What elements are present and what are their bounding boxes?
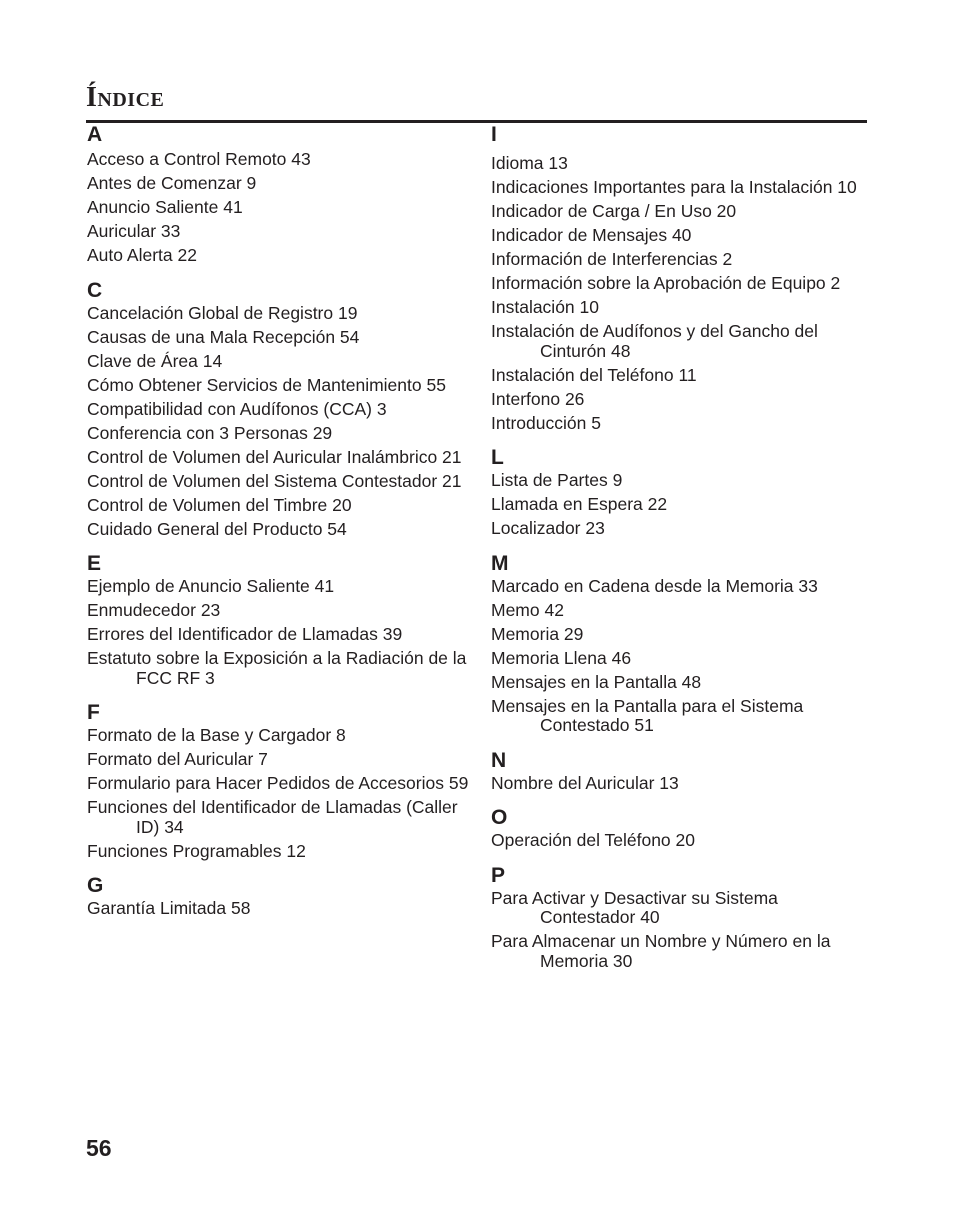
entry-list bbox=[87, 726, 472, 861]
index-column-left bbox=[87, 122, 472, 931]
index-entry: Indicador de Mensajes 40 bbox=[491, 225, 692, 245]
index-section-p bbox=[491, 863, 871, 972]
index-section-a bbox=[87, 122, 472, 266]
index-entry: Interfono 26 bbox=[491, 388, 585, 409]
section-letter: A bbox=[87, 123, 103, 146]
section-letter: P bbox=[491, 863, 506, 887]
section-letter: E bbox=[87, 552, 102, 575]
index-entry: Marcado en Cadena desde la Memoria 33 bbox=[491, 575, 818, 596]
entry-list bbox=[491, 471, 871, 539]
index-entry: Instalación 10 bbox=[491, 297, 599, 317]
index-section-n bbox=[491, 748, 871, 794]
page-number: 56 bbox=[86, 1135, 112, 1161]
index-section-m bbox=[491, 551, 871, 736]
index-entry: Compatibilidad con Audífonos (CCA) 3 bbox=[87, 398, 387, 419]
index-entry: Acceso a Control Remoto 43 bbox=[87, 149, 311, 169]
entry-list bbox=[491, 831, 871, 851]
index-entry: Memoria 29 bbox=[491, 623, 584, 644]
index-entry: Indicador de Carga / En Uso 20 bbox=[491, 201, 737, 221]
index-entry: Formato del Auricular 7 bbox=[87, 749, 268, 769]
section-letter: G bbox=[87, 874, 104, 897]
index-entry: Instalación de Audífonos y del Gancho del Cinturón 48 bbox=[491, 321, 818, 361]
index-entry: Control de Volumen del Timbre 20 bbox=[87, 494, 352, 515]
section-letter: F bbox=[87, 701, 100, 724]
index-entry: Instalación del Teléfono 11 bbox=[491, 364, 697, 385]
index-entry: Auto Alerta 22 bbox=[87, 245, 197, 265]
section-letter: C bbox=[87, 278, 103, 302]
index-section-g bbox=[87, 873, 472, 919]
index-entry: Garantía Limitada 58 bbox=[87, 898, 251, 918]
index-entry: Funciones del Identificador de Llamadas (Caller ID) 34 bbox=[87, 797, 458, 837]
index-entry: Operación del Teléfono 20 bbox=[491, 830, 695, 850]
index-entry: Control de Volumen del Auricular Inalámbrico 21 bbox=[87, 446, 462, 467]
entry-list bbox=[87, 304, 472, 540]
index-column-right bbox=[491, 122, 871, 983]
entry-list bbox=[491, 889, 871, 972]
index-section-l bbox=[491, 445, 871, 539]
index-entry: Para Almacenar un Nombre y Número en la Memoria 30 bbox=[491, 931, 831, 971]
index-entry: Clave de Área 14 bbox=[87, 350, 223, 371]
index-entry: Introducción 5 bbox=[491, 412, 601, 433]
index-entry: Cómo Obtener Servicios de Mantenimiento 55 bbox=[87, 374, 446, 395]
section-letter: I bbox=[491, 123, 497, 146]
index-section-o bbox=[491, 805, 871, 851]
index-section-i bbox=[491, 122, 871, 433]
section-letter: N bbox=[491, 748, 507, 772]
index-entry: Información de Interferencias 2 bbox=[491, 249, 733, 269]
index-entry: Errores del Identificador de Llamadas 39 bbox=[87, 624, 403, 644]
title-rest: NDICE bbox=[97, 89, 165, 111]
index-entry: Cuidado General del Producto 54 bbox=[87, 518, 347, 539]
index-section-c bbox=[87, 278, 472, 540]
index-entry: Mensajes en la Pantalla 48 bbox=[491, 671, 702, 692]
index-entry: Llamada en Espera 22 bbox=[491, 494, 668, 514]
section-letter: L bbox=[491, 446, 504, 469]
index-entry: Nombre del Auricular 13 bbox=[491, 772, 679, 793]
section-letter: M bbox=[491, 551, 509, 575]
index-entry: Información sobre la Aprobación de Equipo 2 bbox=[491, 273, 841, 293]
index-entry: Mensajes en la Pantalla para el Sistema Contestado 51 bbox=[491, 695, 804, 735]
index-entry: Ejemplo de Anuncio Saliente 41 bbox=[87, 576, 335, 596]
entry-list bbox=[491, 577, 871, 736]
index-entry: Memoria Llena 46 bbox=[491, 647, 632, 668]
index-entry: Anuncio Saliente 41 bbox=[87, 197, 243, 217]
index-entry: Memo 42 bbox=[491, 599, 564, 620]
index-entry: Cancelación Global de Registro 19 bbox=[87, 302, 358, 323]
index-section-e bbox=[87, 551, 472, 688]
entry-list bbox=[491, 774, 871, 794]
index-entry: Lista de Partes 9 bbox=[491, 470, 623, 490]
index-entry: Funciones Programables 12 bbox=[87, 840, 306, 861]
index-entry: Enmudecedor 23 bbox=[87, 600, 221, 620]
index-entry: Control de Volumen del Sistema Contestador 21 bbox=[87, 470, 462, 491]
index-entry: Antes de Comenzar 9 bbox=[87, 173, 257, 193]
index-entry: Formulario para Hacer Pedidos de Accesorios 59 bbox=[87, 773, 469, 793]
index-entry: Causas de una Mala Recepción 54 bbox=[87, 326, 360, 347]
entry-list bbox=[87, 150, 472, 266]
index-entry: Indicaciones Importantes para la Instalación 10 bbox=[491, 177, 857, 197]
index-entry: Idioma 13 bbox=[491, 153, 568, 173]
entry-list bbox=[87, 577, 472, 688]
index-entry: Formato de la Base y Cargador 8 bbox=[87, 725, 346, 745]
index-entry: Localizador 23 bbox=[491, 518, 605, 538]
index-entry: Auricular 33 bbox=[87, 221, 181, 241]
index-entry: Para Activar y Desactivar su Sistema Contestador 40 bbox=[491, 887, 778, 927]
index-entry: Conferencia con 3 Personas 29 bbox=[87, 422, 333, 443]
section-letter: O bbox=[491, 806, 508, 829]
entry-list bbox=[87, 899, 472, 919]
index-entry: Estatuto sobre la Exposición a la Radiación de la FCC RF 3 bbox=[87, 648, 467, 688]
index-section-f bbox=[87, 700, 472, 861]
title-initial: Í bbox=[86, 82, 98, 113]
entry-list bbox=[491, 154, 871, 433]
page-title bbox=[86, 82, 164, 116]
